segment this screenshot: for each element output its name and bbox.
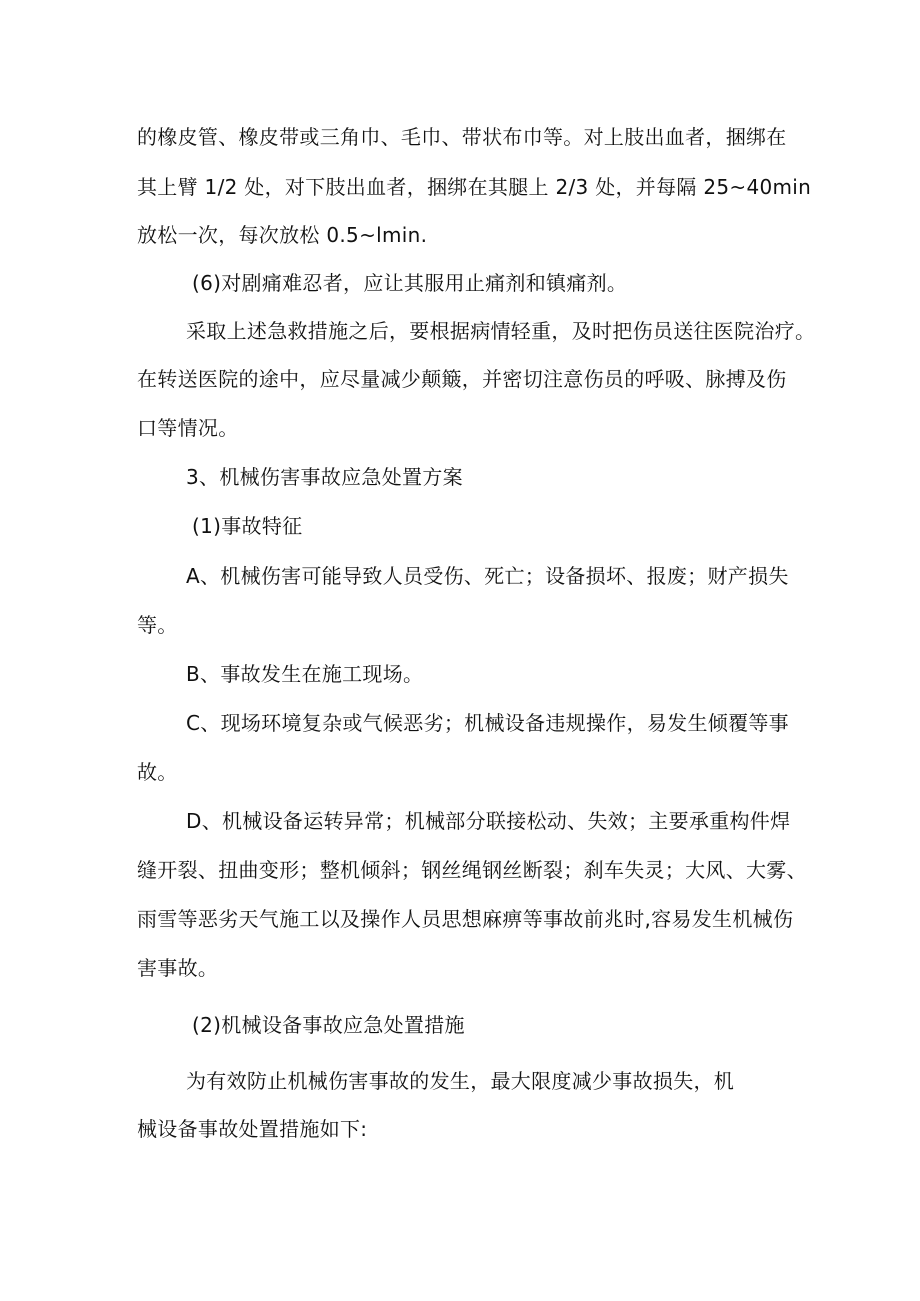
text-line: 的橡皮管、橡皮带或三角巾、毛巾、带状布巾等。对上肢出血者，捆绑在 <box>137 125 787 149</box>
text-line: 在转送医院的途中，应尽量减少颠簸，并密切注意伤员的呼吸、脉搏及伤 <box>137 367 787 391</box>
section-heading: 3、机械伤害事故应急处置方案 <box>186 465 463 489</box>
text-line: 放松一次，每次放松 0.5~lmin. <box>137 223 428 247</box>
text-line: 缝开裂、扭曲变形；整机倾斜；钢丝绳钢丝断裂；刹车失灵；大风、大雾、 <box>137 858 807 882</box>
subsection-heading: (2)机械设备事故应急处置措施 <box>192 1013 465 1037</box>
text-line: 雨雪等恶劣天气施工以及操作人员思想麻痹等事故前兆时,容易发生机械伤 <box>137 907 794 931</box>
text-line: 害事故。 <box>137 956 219 980</box>
text-line: 械设备事故处置措施如下: <box>137 1117 368 1141</box>
text-line: 故。 <box>137 760 178 784</box>
list-item-text: D、机械设备运转异常；机械部分联接松动、失效；主要承重构件焊 <box>186 809 791 833</box>
subsection-heading: (1)事故特征 <box>192 514 303 538</box>
list-item-text: C、现场环境复杂或气候恶劣；机械设备违规操作，易发生倾覆等事 <box>186 711 789 735</box>
text-line: 其上臂 1/2 处，对下肢出血者，捆绑在其腿上 2/3 处，并每隔 25~40min <box>137 175 812 199</box>
list-item-text: (6)对剧痛难忍者，应让其服用止痛剂和镇痛剂。 <box>192 271 628 295</box>
list-item-text: A、机械伤害可能导致人员受伤、死亡；设备损坏、报废；财产损失 <box>186 564 789 588</box>
list-item-text: B、事故发生在施工现场。 <box>186 662 424 686</box>
text-line: 等。 <box>137 613 178 637</box>
paragraph-start: 为有效防止机械伤害事故的发生，最大限度减少事故损失，机 <box>186 1069 735 1093</box>
paragraph-start: 采取上述急救措施之后，要根据病情轻重，及时把伤员送往医院治疗。 <box>186 319 816 343</box>
text-line: 口等情况。 <box>137 416 239 440</box>
